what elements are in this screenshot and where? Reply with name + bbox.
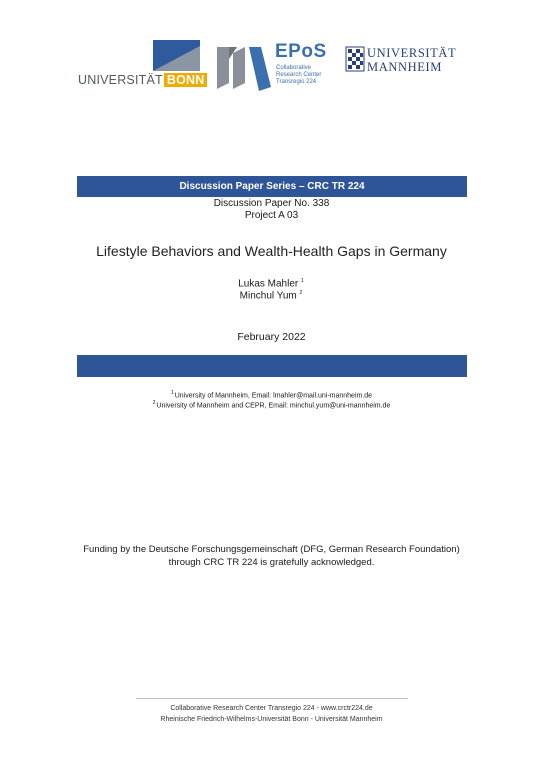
- affiliation-superscript: 2: [152, 400, 156, 406]
- footer-divider: [136, 698, 408, 699]
- epos-logo: [215, 43, 333, 95]
- author-superscript: 1: [301, 278, 304, 284]
- footer-line: Rheinische Friedrich-Wilhelms-Universität Bonn - Universität Mannheim: [160, 716, 383, 723]
- bonn-logo-mark: [153, 40, 200, 71]
- epos-subtitle-line: Transregio 224: [276, 79, 317, 85]
- paper-number: Discussion Paper No. 338: [213, 198, 330, 209]
- author-superscript: 2: [299, 290, 303, 296]
- affiliation: [0, 390, 543, 399]
- funding-line: Funding by the Deutsche Forschungsgemeinschaft (DFG, German Research Foundation): [83, 544, 460, 555]
- divider-banner: [77, 355, 467, 377]
- university-bonn-logo: [78, 40, 205, 88]
- author: [0, 278, 543, 289]
- mannheim-logo-wordmark: [367, 46, 456, 74]
- author: [0, 290, 543, 301]
- affiliation-text: University of Mannheim, Email: lmahler@mail.uni-mannheim.de: [174, 392, 373, 400]
- epos-logo-mark: [215, 43, 273, 95]
- footer-line: Collaborative Research Center Transregio 224 - www.crctr224.de: [170, 705, 373, 712]
- bonn-logo-word: UNIVERSITÄT: [78, 73, 163, 87]
- series-banner: Discussion Paper Series – CRC TR 224: [77, 176, 467, 197]
- project-label: Project A 03: [244, 210, 299, 221]
- funding-line: through CRC TR 224 is gratefully acknowledged.: [168, 557, 375, 568]
- affiliation-superscript: 1: [170, 390, 174, 396]
- author-name: Minchul Yum: [239, 290, 297, 302]
- bonn-logo-accent: BONN: [164, 73, 208, 87]
- affiliation-text: University of Mannheim and CEPR, Email: minchul.yum@uni-mannheim.de: [156, 402, 391, 410]
- mannheim-logo-line: UNIVERSITÄT: [367, 46, 457, 60]
- mannheim-crest-icon: [345, 45, 365, 73]
- paper-title: Lifestyle Behaviors and Wealth-Health Gaps in Germany: [96, 243, 447, 259]
- publication-date: February 2022: [237, 331, 306, 343]
- mannheim-logo-line: MANNHEIM: [367, 60, 442, 74]
- epos-subtitle-line: Research Center: [276, 72, 322, 78]
- epos-logo-title: EPoS: [275, 41, 327, 62]
- epos-logo-subtitle: [276, 65, 346, 86]
- bonn-logo-wordmark: [78, 73, 207, 87]
- epos-subtitle-line: Collaborative: [276, 65, 312, 71]
- affiliation: [0, 400, 543, 409]
- universitat-mannheim-logo: [345, 45, 465, 79]
- author-name: Lukas Mahler: [238, 278, 299, 290]
